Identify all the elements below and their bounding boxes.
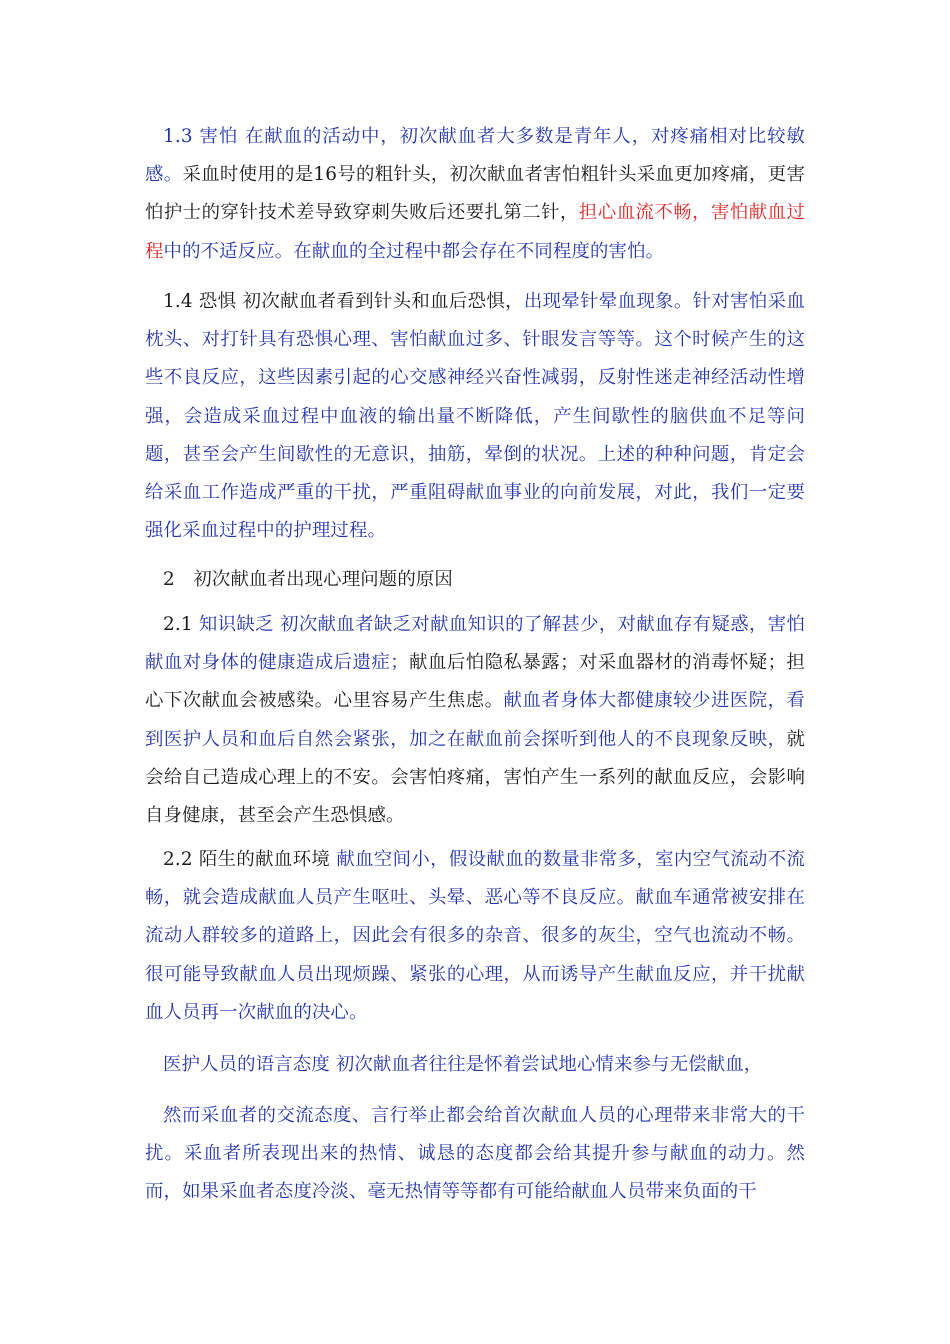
paragraph-staff-attitude-heading bbox=[145, 1046, 805, 1084]
text-segment: 献血者身体大都健康较少进医院，看到医护人员和血后自然会紧张，加之在献血前会探听到他人的不良现象反映， bbox=[145, 690, 805, 750]
text-segment: 献血后怕隐私暴露；对采血器材的消毒怀疑；担心下次献血会被感染。心里容易产生焦虑。 bbox=[145, 652, 805, 712]
text-segment: 然而采血者的交流态度、言行举止都会给首次献血人员的心理带来非常大的干扰。采血者所表现出来的热情、诚恳的态度都会给其提升参与献血的动力。然而，如果采血者态度冷淡、毫无热情等等都有可能给献血人员带来负面的干 bbox=[145, 1105, 805, 1203]
paragraph-1-3-fear bbox=[145, 118, 805, 271]
text-segment: 1.4 恐惧 初次献血者看到针头和血后恐惧， bbox=[163, 291, 524, 312]
text-segment: 献血空间小，假设献血的数量非常多，室内空气流动不流畅，就会造成献血人员产生呕吐、头晕、恶心等不良反应。献血车通常被安排在流动人群较多的道路上，因此会有很多的杂音、很多的灰尘，空气也流动不畅。很可能导致献血人员出现烦躁、紧张的心理，从而诱导产生献血反应，并干扰献血人员再一次献血的决心。 bbox=[145, 849, 805, 1023]
paragraph-2-1-lack-of-knowledge bbox=[145, 606, 805, 835]
text-segment: 1.3 害怕 在献血的活动中，初次献血者大多数是青年人，对疼痛相对比较敏感。 bbox=[145, 126, 805, 186]
text-segment-highlight: 担心血流不畅，害怕献血过程 bbox=[145, 202, 805, 262]
text-segment: 就会给自己造成心理上的不安。会害怕疼痛，害怕产生一系列的献血反应，会影响自身健康，甚至会产生恐惧感。 bbox=[145, 728, 805, 827]
paragraph-1-4-dread bbox=[145, 283, 805, 550]
text-segment: 医护人员的语言态度 初次献血者往往是怀着尝试地心情来参与无偿献血， bbox=[163, 1054, 763, 1075]
text-segment: 2.2 陌生的献血环境 bbox=[163, 849, 337, 870]
text-segment: 中的不适反应。在献血的全过程中都会存在不同程度的害怕。 bbox=[163, 240, 665, 262]
text-segment: 出现晕针晕血现象。针对害怕采血枕头、对打针具有恐惧心理、害怕献血过多、针眼发言等等。这个时候产生的这些不良反应，这些因素引起的心交感神经兴奋性减弱，反射性迷走神经活动性增强，会造成采血过程中血液的输出量不断降低，产生间歇性的脑供血不足等问题，甚至会产生间歇性的无意识，抽筋，晕倒的状况。上述的种种问题，肯定会给采血工作造成严重的干扰，严重阻碍献血事业的向前发展，对此，我们一定要强化采血过程中的护理过程。 bbox=[145, 291, 805, 542]
section-heading-2 bbox=[145, 561, 805, 599]
text-segment: 知识缺乏 初次献血者缺乏对献血知识的了解甚少，对献血存有疑惑，害怕献血对身体的健康造成后遗症； bbox=[145, 614, 805, 674]
paragraph-2-2-unfamiliar-environment bbox=[145, 841, 805, 1032]
heading-text: 2 初次献血者出现心理问题的原因 bbox=[163, 569, 453, 590]
text-segment: 2.1 bbox=[163, 614, 199, 635]
text-segment: 采血时使用的是16号的粗针头，初次献血者害怕粗针头采血更加疼痛，更害怕护士的穿针技术差导致穿刺失败后还要扎第二针， bbox=[145, 164, 805, 224]
paragraph-staff-attitude-body bbox=[145, 1097, 805, 1212]
